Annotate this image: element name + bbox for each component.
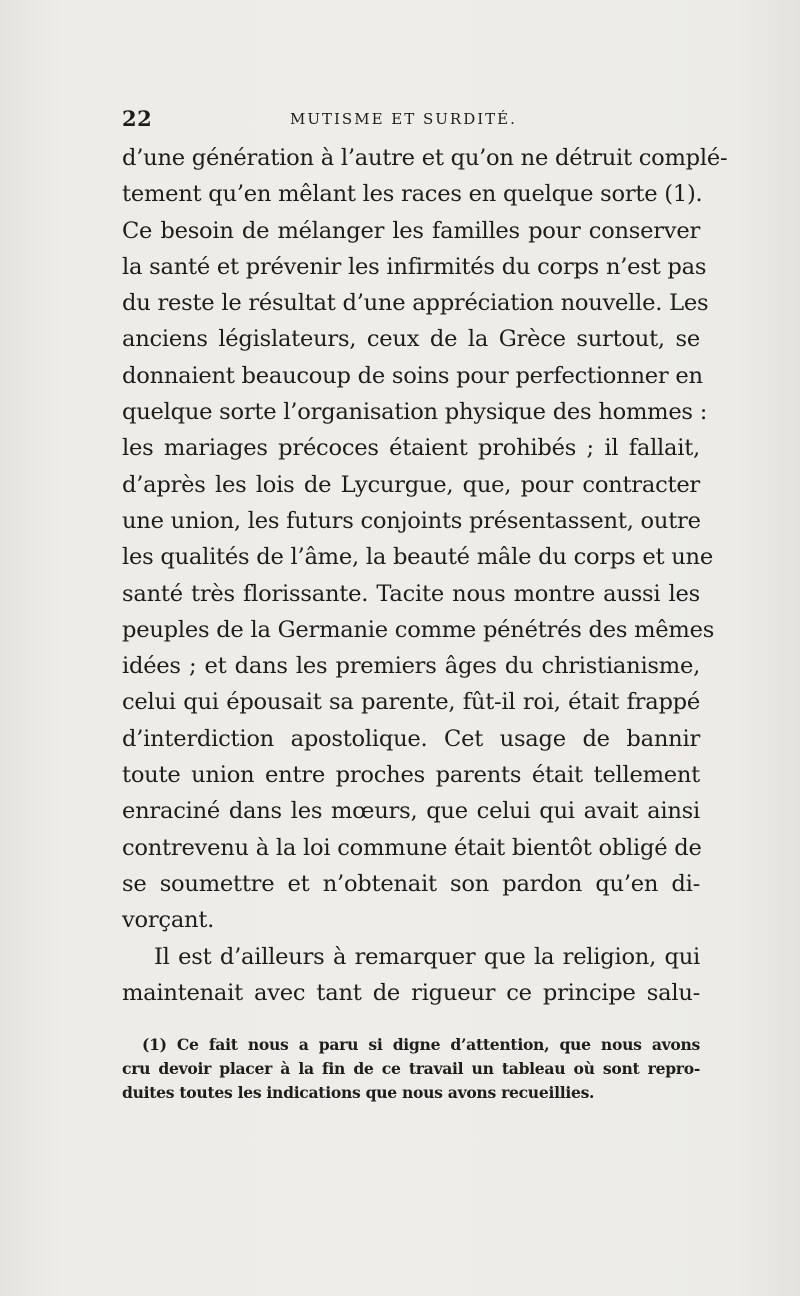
text-line: une union, les futurs conjoints présentassent, outre — [122, 507, 701, 534]
text-line: la santé et prévenir les infirmités du corps n’est pas — [122, 253, 707, 280]
text-line: toute union entre proches parents était tellement — [122, 762, 700, 789]
text-line: peuples de la Germanie comme pénétrés des mêmes — [122, 616, 715, 643]
body-text — [122, 140, 728, 1011]
text-line: celui qui épousait sa parente, fût-il roi, était frappé — [122, 689, 700, 716]
text-line: enraciné dans les mœurs, que celui qui avait ainsi — [122, 798, 700, 825]
text-line: maintenait avec tant de rigueur ce principe salu- — [122, 979, 700, 1006]
page-number: 22 — [122, 106, 153, 131]
page-header — [122, 104, 700, 138]
text-line: tement qu’en mêlant les races en quelque sorte (1). — [122, 181, 703, 208]
text-line: Il est d’ailleurs à remarquer que la religion, qui — [154, 943, 700, 970]
footnote-line: (1) Ce fait nous a paru si digne d’attention, que nous avons — [142, 1035, 700, 1054]
text-line: santé très florissante. Tacite nous montre aussi les — [122, 580, 700, 607]
text-line: Ce besoin de mélanger les familles pour conserver — [122, 217, 700, 244]
text-line: quelque sorte l’organisation physique des hommes : — [122, 399, 708, 426]
text-line: idées ; et dans les premiers âges du christianisme, — [122, 653, 700, 680]
text-line: du reste le résultat d’une appréciation nouvelle. Les — [122, 290, 709, 317]
text-line: d’interdiction apostolique. Cet usage de bannir — [122, 725, 700, 752]
text-line: les qualités de l’âme, la beauté mâle du corps et une — [122, 544, 713, 571]
text-line: d’une génération à l’autre et qu’on ne détruit complé- — [122, 145, 728, 171]
footnote — [122, 1033, 700, 1105]
text-line: d’après les lois de Lycurgue, que, pour contracter — [122, 471, 700, 498]
text-line: donnaient beaucoup de soins pour perfectionner en — [122, 362, 703, 389]
text-line: anciens législateurs, ceux de la Grèce surtout, se — [122, 326, 700, 353]
text-line: contrevenu à la loi commune était bientôt obligé de — [122, 834, 702, 861]
text-line: les mariages précoces étaient prohibés ; il fallait, — [122, 435, 700, 462]
footnote-line: duites toutes les indications que nous avons recueillies. — [122, 1083, 595, 1102]
text-line: vorçant. — [122, 907, 215, 934]
running-head: MUTISME ET SURDITÉ. — [290, 110, 517, 128]
footnote-line: cru devoir placer à la fin de ce travail un tableau où sont repro- — [122, 1059, 700, 1078]
text-line: se soumettre et n’obtenait son pardon qu’en di- — [122, 870, 700, 897]
